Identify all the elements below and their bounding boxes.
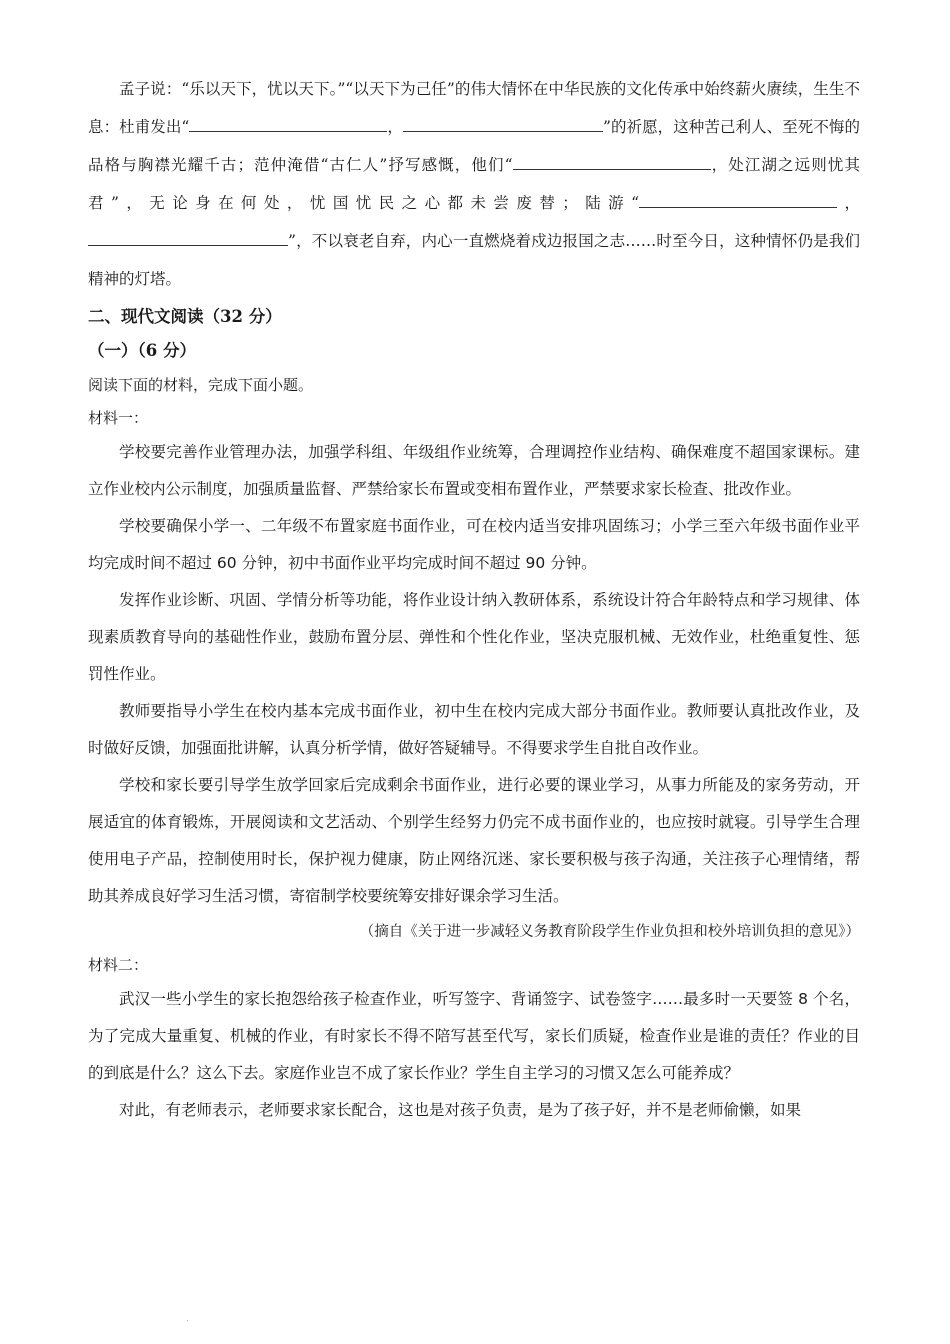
subsection-heading: （一）（6 分） [88, 341, 196, 360]
footer-mark: . [186, 1314, 189, 1323]
fill-blank-4[interactable] [639, 191, 807, 208]
fill-blank-2[interactable] [403, 115, 603, 132]
material-2-paragraph: 对此，有老师表示，老师要求家长配合，这也是对孩子负责，是为了孩子好，并不是老师偷懒，如果 [119, 1101, 802, 1119]
section-heading: 二、现代文阅读（32 分） [88, 307, 282, 326]
poem-text-1: 孟子说：“乐以天下，忧以天下。”“以天下为己任”的伟大情怀在中华民族的文化传承中始终薪火赓续，生生不息：杜甫发出“ [88, 80, 860, 136]
fill-blank-1[interactable] [189, 115, 387, 132]
material-1-paragraph: 学校要确保小学一、二年级不布置家庭书面作业，可在校内适当安排巩固练习；小学三至六年级书面作业平均完成时间不超过 60 分钟，初中书面作业平均完成时间不超过 90 分钟。 [88, 517, 860, 572]
fill-blank-3-cont[interactable] [681, 153, 711, 170]
poem-sep-2: ， [837, 194, 860, 212]
material-1-source: （摘自《关于进一步减轻义务教育阶段学生作业负担和校外培训负担的意见》） [359, 924, 860, 940]
document-page [88, 70, 860, 1129]
poem-text-2: ”的祈愿，这种苦己利人、至死不悔的品格与胸襟光耀千古；范仲淹借“古仁人”抒写感慨，他们“ [88, 118, 860, 174]
material-2-paragraph: 武汉一些小学生的家长抱怨给孩子检查作业，听写签字、背诵签字、试卷签字……最多时一天要签 8 个名，为了完成大量重复、机械的作业，有时家长不得不陪写甚至代写，家长们质疑，检查作业是谁的责任？作业的目的到底是什么？这么下去。家庭作业岂不成了家长作业？学生自主学习的习惯又怎么可能养成？ [88, 990, 860, 1082]
fill-blank-5[interactable] [88, 229, 288, 246]
material-1-paragraph: 学校和家长要引导学生放学回家后完成剩余书面作业，进行必要的课业学习，从事力所能及的家务劳动，开展适宜的体育锻炼，开展阅读和文艺活动、个别学生经努力仍完不成书面作业的，也应按时就寝。引导学生合理使用电子产品，控制使用时长，保护视力健康，防止网络沉迷、家长要积极与孩子沟通，关注孩子心理情绪，帮助其养成良好学习生活习惯，寄宿制学校要统筹安排好课余学习生活。 [88, 776, 860, 905]
instruction-text: 阅读下面的材料，完成下面小题。 [88, 376, 314, 394]
poem-paragraph [88, 70, 860, 298]
fill-blank-4-cont[interactable] [807, 191, 837, 208]
material-1-paragraph: 教师要指导小学生在校内基本完成书面作业，初中生在校内完成大部分书面作业。教师要认真批改作业，及时做好反馈，加强面批讲解，认真分析学情，做好答疑辅导。不得要求学生自批自改作业。 [88, 702, 860, 757]
poem-sep-1: ， [387, 118, 403, 136]
poem-text-4: ”，不以衰老自弃，内心一直燃烧着戍边报国之志……时至今日，这种情怀仍是我们精神的灯塔。 [88, 232, 860, 288]
poem-text-3: ，处江湖之远则忧其君”，无论身在何处，忧国忧民之心都未尝废替；陆游“ [88, 156, 860, 212]
fill-blank-3[interactable] [513, 153, 681, 170]
material-1-paragraph: 发挥作业诊断、巩固、学情分析等功能，将作业设计纳入教研体系，系统设计符合年龄特点和学习规律、体现素质教育导向的基础性作业，鼓励布置分层、弹性和个性化作业，坚决克服机械、无效作业，杜绝重复性、惩罚性作业。 [88, 591, 860, 683]
material-1-label: 材料一： [88, 409, 149, 427]
material-1-paragraph: 学校要完善作业管理办法，加强学科组、年级组作业统筹，合理调控作业结构、确保难度不超国家课标。建立作业校内公示制度，加强质量监督、严禁给家长布置或变相布置作业，严禁要求家长检查、批改作业。 [88, 443, 860, 498]
material-2-label: 材料二： [88, 956, 149, 974]
